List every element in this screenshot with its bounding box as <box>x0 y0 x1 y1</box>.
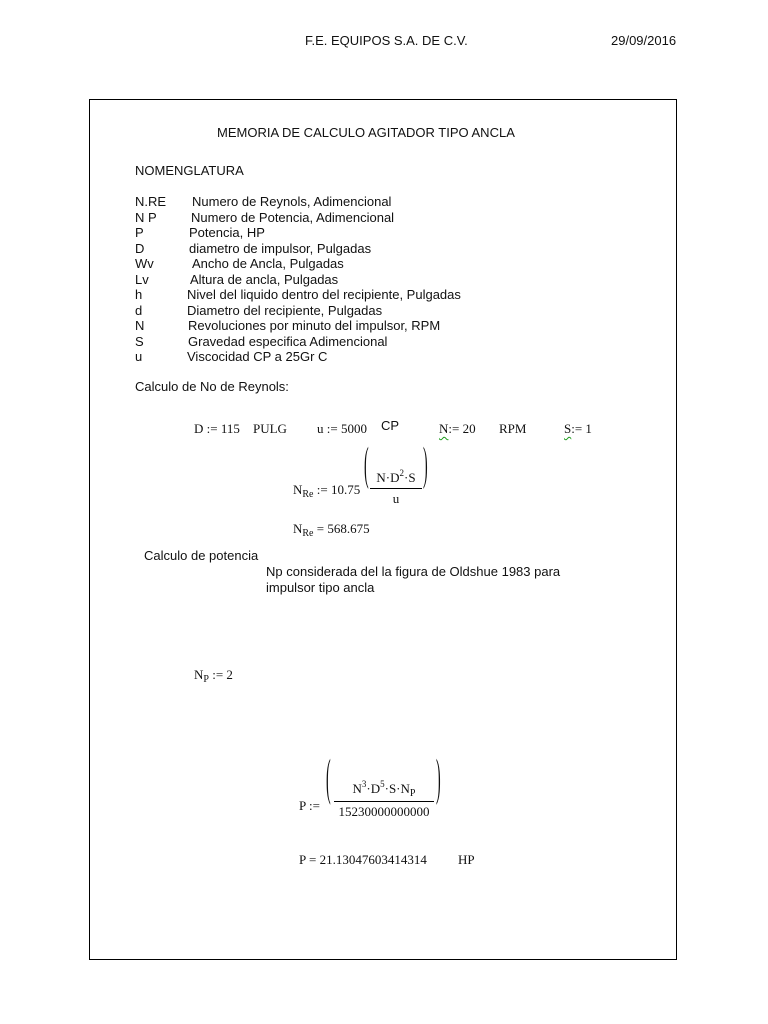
nomenclature-symbol: S <box>135 333 144 349</box>
header-company: F.E. EQUIPOS S.A. DE C.V. <box>305 33 468 48</box>
power-note-line1: Np considerada del la figura de Oldshue 1983 para <box>266 564 561 579</box>
nomenclature-item <box>135 272 535 288</box>
input-rpm-symbol: N <box>439 421 449 436</box>
nomenclature-symbol: Wv <box>135 256 154 271</box>
power-number-definition: $N_P$ := 2 <box>194 667 233 685</box>
input-specific-gravity <box>564 421 592 437</box>
power-result: P = 21.13047603414314 <box>299 852 427 867</box>
reynolds-heading: Calculo de No de Reynols: <box>135 379 289 394</box>
nomenclature-heading: NOMENGLATURA <box>135 163 244 178</box>
reynolds-subscript: Re <box>302 489 314 500</box>
input-viscosity: u := 5000 <box>317 421 367 436</box>
right-paren: ) <box>423 442 428 493</box>
reynolds-formula-lhs: $N_{Re}$ := 10.75 <box>293 482 361 500</box>
input-specific-gravity-value: := 1 <box>571 421 592 436</box>
header-date: 29/09/2016 <box>611 33 677 48</box>
nomenclature-symbol: u <box>135 349 143 364</box>
right-paren: ) <box>436 754 441 809</box>
nomenclature-symbol: d <box>135 302 143 318</box>
power-numerator: $N^3\cdot D^5\cdot S\cdot N_P$ <box>352 779 416 799</box>
input-diameter: D := 115 <box>194 421 240 436</box>
nomenclature-description: Potencia, HP <box>189 225 265 240</box>
nomenclature-description: Revoluciones por minuto del impulsor, RPM <box>188 318 441 333</box>
reynolds-result-value: = 568.675 <box>316 521 370 536</box>
power-denominator: 15230000000000 <box>338 804 430 819</box>
power-number-value: := 2 <box>212 667 233 682</box>
left-paren: ( <box>364 442 369 493</box>
nomenclature-description: Nivel del liquido dentro del recipiente, Pulgadas <box>187 287 461 302</box>
document-title: MEMORIA DE CALCULO AGITADOR TIPO ANCLA <box>217 125 515 140</box>
nomenclature-description: Ancho de Ancla, Pulgadas <box>192 256 344 271</box>
nomenclature-item <box>135 225 535 241</box>
nomenclature-symbol: P <box>135 225 144 240</box>
nomenclature-item <box>135 256 535 272</box>
nomenclature-symbol: N P <box>135 209 157 225</box>
power-result-unit: HP <box>458 852 475 867</box>
nomenclature-item <box>135 287 535 303</box>
nomenclature-item <box>135 318 535 334</box>
power-formula-lhs: P := <box>299 798 320 813</box>
nomenclature-description: Numero de Reynols, Adimencional <box>192 194 392 209</box>
input-rpm <box>439 421 476 437</box>
nomenclature-description: diametro de impulsor, Pulgadas <box>189 240 372 256</box>
power-heading: Calculo de potencia <box>144 548 259 563</box>
reynolds-coefficient: := 10.75 <box>316 482 361 497</box>
nomenclature-symbol: h <box>135 287 143 302</box>
power-note-line2: impulsor tipo ancla <box>266 580 375 595</box>
power-fraction <box>334 779 434 820</box>
nomenclature-description: Gravedad especifica Adimencional <box>188 333 388 349</box>
reynolds-numerator: $N\cdot D^2\cdot S$ <box>376 468 416 485</box>
nomenclature-description: Altura de ancla, Pulgadas <box>190 271 339 287</box>
nomenclature-description: Numero de Potencia, Adimencional <box>191 209 395 225</box>
fraction-bar <box>370 488 422 489</box>
nomenclature-symbol: N <box>135 318 145 333</box>
fraction-bar <box>334 801 434 802</box>
reynolds-denominator: u <box>392 491 400 506</box>
nomenclature-item <box>135 349 535 365</box>
nomenclature-symbol: Lv <box>135 271 149 287</box>
nomenclature-symbol: D <box>135 240 145 256</box>
input-rpm-value: := 20 <box>448 421 476 436</box>
reynolds-result: $N_{Re} = 568.675$ <box>293 521 370 539</box>
nomenclature-item <box>135 210 535 226</box>
reynolds-fraction <box>370 468 422 507</box>
input-diameter-unit: PULG <box>253 421 287 436</box>
nomenclature-item <box>135 241 535 257</box>
nomenclature-symbol: N.RE <box>135 194 167 209</box>
nomenclature-description: Viscocidad CP a 25Gr C <box>187 349 328 364</box>
nomenclature-item <box>135 334 535 350</box>
nomenclature-item <box>135 194 535 210</box>
nomenclature-description: Diametro del recipiente, Pulgadas <box>187 302 383 318</box>
input-viscosity-unit: CP <box>381 418 400 433</box>
nomenclature-item <box>135 303 535 319</box>
nomenclature-list <box>135 194 535 369</box>
input-rpm-unit: RPM <box>499 421 527 436</box>
input-specific-gravity-symbol: S <box>564 421 572 436</box>
left-paren: ( <box>326 754 331 809</box>
